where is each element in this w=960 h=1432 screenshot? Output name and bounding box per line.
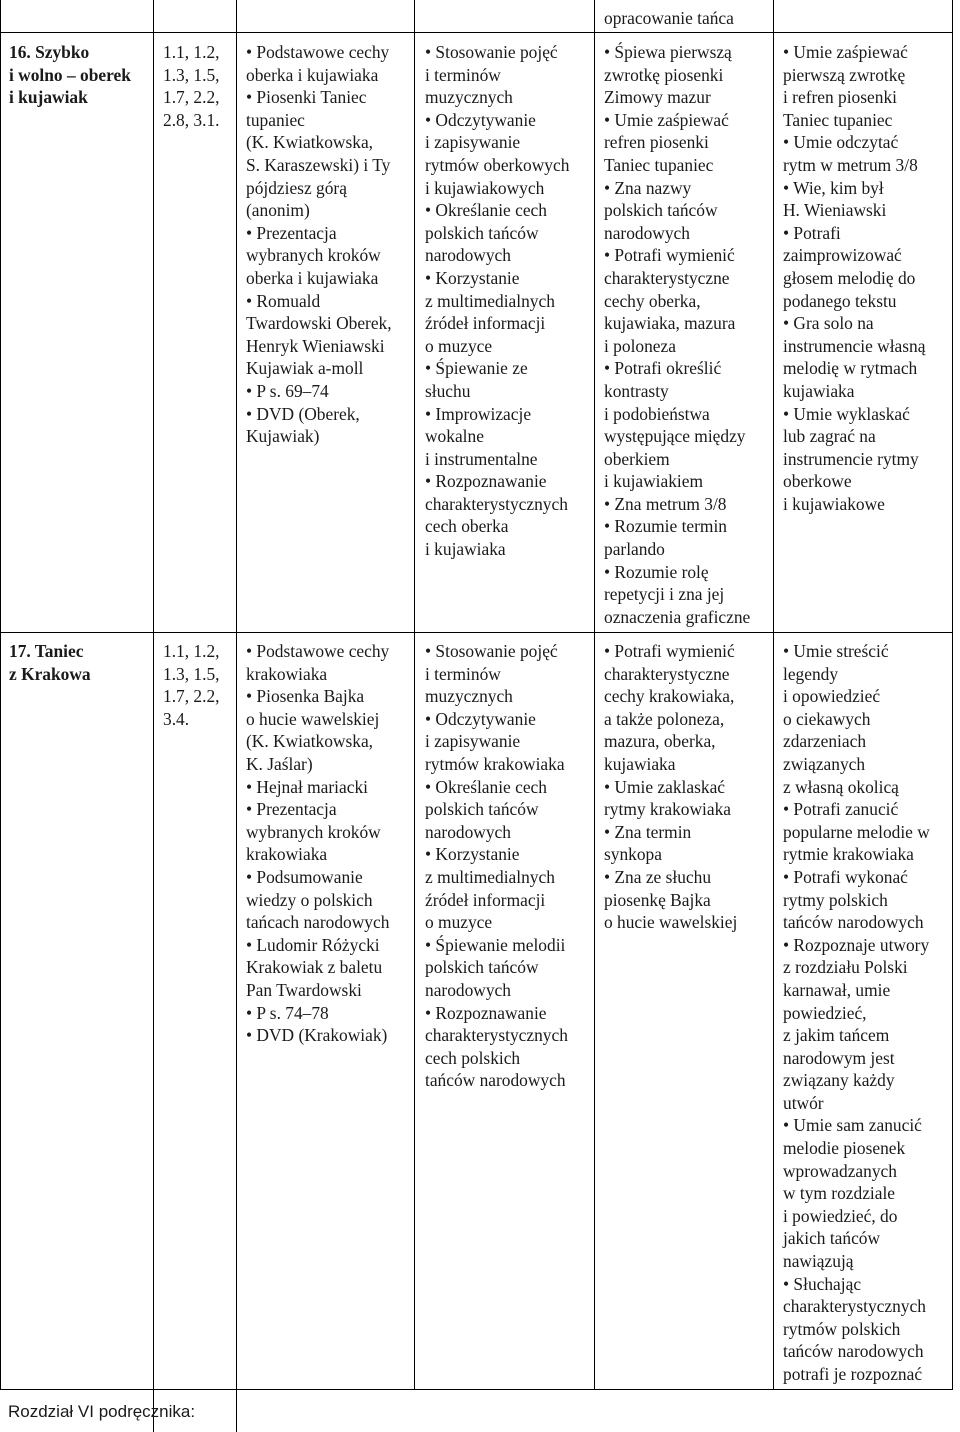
cell-line: • Ludomir Różycki [246,934,380,955]
cell-line: o hucie wawelskiej [246,708,380,729]
row-17-extended-requirements [783,640,930,1386]
cell-line: 1.7, 2.2, [163,686,220,707]
cell-line: głosem melodię do [783,267,916,288]
cell-line: i opowiedzieć [783,686,881,707]
cell-line: • Potrafi wykonać [783,866,908,887]
cell-line: • Stosowanie pojęć [425,641,558,661]
cell-line: • Rozumie rolę [604,561,709,582]
cell-line: • Umie wyklaskać [783,403,910,424]
cell-line: rytmów polskich [783,1318,901,1339]
cell-line: • Rozpoznaje utwory [783,934,930,955]
cell-line: polskich tańców [425,222,539,243]
cell-line: tańcach narodowych [246,912,390,933]
cell-line: powiedzieć, [783,1002,867,1023]
cell-line: • Prezentacja [246,222,337,243]
cell-line: • Prezentacja [246,799,337,820]
cell-line: • DVD (Oberek, [246,403,360,424]
cell-line: polskich tańców [604,200,718,221]
cell-line: • Umie zaklaskać [604,776,726,797]
table-divider-col2 [236,0,237,1432]
cell-line: kujawiaka [604,753,676,774]
table-line-top [0,32,953,33]
row-16-topic [9,41,131,109]
cell-line: Zimowy mazur [604,87,711,108]
cell-line: związany każdy [783,1070,895,1091]
cell-line: charakterystycznych [425,493,568,514]
cell-line: rytmów krakowiaka [425,753,565,774]
cell-line: w tym rozdziale [783,1183,896,1204]
cell-line: • P s. 74–78 [246,1002,329,1023]
row-17-basic-requirements [604,640,737,934]
cell-line: • Śpiewa pierwszą [604,42,732,62]
cell-line: charakterystycznych [425,1025,568,1046]
cell-line: i instrumentalne [425,448,538,469]
cell-line: tańców narodowych [783,912,924,933]
cell-line: • Określanie cech [425,776,547,797]
row-16-skills [425,41,569,561]
cell-line: jakich tańców [783,1228,881,1249]
cell-line: Kujawiak) [246,426,320,447]
cell-line: 2.8, 3.1. [163,109,220,130]
cell-line: kujawiaka [783,380,855,401]
cell-line: • Potrafi określić [604,358,722,379]
cell-line: nawiązują [783,1251,854,1272]
cell-line: 1.1, 1.2, [163,641,220,661]
cell-line: • Romuald [246,290,321,311]
cell-line: krakowiaka [246,844,328,865]
row-17-refs [163,640,220,730]
cell-line: lub zagrać na [783,426,876,447]
cell-line: melodie piosenek [783,1138,906,1159]
cell-line: źródeł informacji [425,889,546,910]
row-16-basic-requirements [604,41,750,628]
cell-line: • Śpiewanie melodii [425,934,566,955]
cell-line: i kujawiak [9,87,88,108]
table-divider-col5 [773,0,774,1390]
cell-line: karnawał, umie [783,979,891,1000]
cell-line: z Krakowa [9,663,91,684]
cell-line: • Umie zaśpiewać [604,109,729,130]
cell-line: o muzyce [425,335,493,356]
cell-line: piosenkę Bajka [604,889,711,910]
cell-line: • Śpiewanie ze [425,358,528,379]
cell-line: • Potrafi [783,222,841,243]
cell-line: melodię w rytmach [783,358,918,379]
cell-line: Twardowski Oberek, [246,313,392,334]
cell-line: z multimedialnych [425,290,555,311]
cell-line: z rozdziału Polski [783,957,908,978]
cell-line: cechy oberka, [604,290,701,311]
cell-line: i powiedzieć, do [783,1205,898,1226]
cell-line: wybranych kroków [246,821,381,842]
cell-line: muzycznych [425,87,513,108]
cell-line: polskich tańców [425,799,539,820]
cell-line: • Określanie cech [425,200,547,221]
cell-line: K. Jaślar) [246,753,313,774]
cell-line: • Wie, kim był [783,177,884,198]
cell-line: wiedzy o polskich [246,889,373,910]
cell-line: Kujawiak a-moll [246,358,364,379]
cell-line: rytmy polskich [783,889,888,910]
cell-line: instrumencie własną [783,335,926,356]
cell-line: • Zna metrum 3/8 [604,493,727,514]
cell-line: • Piosenka Bajka [246,686,365,707]
cell-line: • DVD (Krakowiak) [246,1025,388,1046]
cell-line: rytmów oberkowych [425,154,570,175]
cell-line: charakterystyczne [604,663,730,684]
cell-line: oberkiem [604,448,670,469]
cell-line: krakowiaka [246,663,328,684]
cell-line: parlando [604,539,665,560]
cell-line: podanego tekstu [783,290,897,311]
cell-line: 1.3, 1.5, [163,64,220,85]
cell-line: wprowadzanych [783,1160,897,1181]
cell-line: • Potrafi wymienić [604,245,735,266]
cell-line: (K. Kwiatkowska, [246,132,374,153]
cell-line: i zapisywanie [425,132,521,153]
row-16-extended-requirements [783,41,925,515]
cell-line: rytmy krakowiaka [604,799,732,820]
cell-line: • Odczytywanie [425,109,536,130]
cell-line: słuchu [425,380,471,401]
table-divider-col4 [594,0,595,1390]
cell-line: • Gra solo na [783,313,874,334]
cell-line: Henryk Wieniawski [246,335,385,356]
cell-line: • Podstawowe cechy [246,641,390,661]
cell-line: narodowych [425,245,511,266]
table-line-row-separator [0,632,953,633]
cell-line: zwrotkę piosenki [604,64,724,85]
cell-line: • Słuchając [783,1273,862,1294]
cell-line: • Umie streścić [783,641,889,661]
cell-line: i kujawiakowych [425,177,545,198]
cell-line: • Odczytywanie [425,708,536,729]
row-17-content [246,640,389,1047]
cell-line: o muzyce [425,912,493,933]
cell-line: narodowym jest [783,1047,895,1068]
cell-line: • Rozpoznawanie [425,471,547,492]
cell-line: kujawiaka, mazura [604,313,736,334]
cell-line: rytm w metrum 3/8 [783,154,918,175]
cell-line: muzycznych [425,686,513,707]
cell-line: mazura, oberka, [604,731,716,752]
cell-line: wybranych kroków [246,245,381,266]
cell-line: o ciekawych [783,708,871,729]
cell-line: (K. Kwiatkowska, [246,731,374,752]
cell-line: • Improwizacje [425,403,532,424]
cell-line: • Potrafi wymienić [604,641,735,661]
cell-line: Pan Twardowski [246,979,362,1000]
cell-line: refren piosenki [604,132,709,153]
cell-line: oberka i kujawiaka [246,64,379,85]
cell-line: narodowych [604,222,690,243]
cell-line: • Hejnał mariacki [246,776,368,797]
cell-line: cechy krakowiaka, [604,686,735,707]
cell-line: i wolno – oberek [9,64,131,85]
row-16-content [246,41,392,448]
cell-line: charakterystyczne [604,267,730,288]
cell-line: a także poloneza, [604,708,725,729]
cell-line: z jakim tańcem [783,1025,890,1046]
cell-line: • Zna ze słuchu [604,866,712,887]
cell-line: pierwszą zwrotkę [783,64,906,85]
cell-line: i kujawiakowe [783,493,885,514]
cell-line: tupaniec [246,109,305,130]
table-divider-col3 [414,0,415,1390]
col6-header-continuation: opracowanie tańca [604,8,734,28]
chapter-footer-label: Rozdział VI podręcznika: [8,1402,196,1421]
cell-line: • Rozpoznawanie [425,1002,547,1023]
cell-line: narodowych [425,821,511,842]
cell-line: z multimedialnych [425,866,555,887]
cell-line: i refren piosenki [783,87,897,108]
cell-line: Krakowiak z baletu [246,957,383,978]
table-divider-col1 [153,0,154,1432]
cell-line: • Korzystanie [425,267,520,288]
cell-line: źródeł informacji [425,313,546,334]
cell-line: • Podstawowe cechy [246,42,390,62]
cell-line: i kujawiaka [425,539,506,560]
cell-line: i terminów [425,663,501,684]
cell-line: i zapisywanie [425,731,521,752]
cell-line: 1.1, 1.2, [163,42,220,62]
cell-line: cech polskich [425,1047,521,1068]
cell-line: synkopa [604,844,662,865]
cell-line: potrafi je rozpoznać [783,1364,923,1384]
cell-line: S. Karaszewski) i Ty [246,154,391,175]
row-17-topic [9,640,91,685]
cell-line: tańców narodowych [425,1070,566,1091]
cell-line: rytmie krakowiaka [783,844,914,865]
cell-line: związanych [783,753,866,774]
cell-line: o hucie wawelskiej [604,912,738,933]
cell-line: kontrasty [604,380,669,401]
cell-line: popularne melodie w [783,821,930,842]
cell-line: zaimprowizować [783,245,902,266]
cell-line: tańców narodowych [783,1341,924,1362]
cell-line: cech oberka [425,516,509,537]
cell-line: 3.4. [163,708,190,729]
cell-line: • Podsumowanie [246,866,363,887]
cell-line: Taniec tupaniec [783,109,893,130]
cell-line: oberka i kujawiaka [246,267,379,288]
cell-line: i poloneza [604,335,676,356]
cell-line: i kujawiakiem [604,471,704,492]
cell-line: • Potrafi zanucić [783,799,899,820]
table-border-left [0,0,1,1390]
cell-line: i terminów [425,64,501,85]
cell-line: Taniec tupaniec [604,154,714,175]
row-17-skills [425,640,568,1092]
cell-line: 1.3, 1.5, [163,663,220,684]
cell-line: • Rozumie termin [604,516,727,537]
cell-line: wokalne [425,426,484,447]
cell-line: oznaczenia graficzne [604,606,751,627]
cell-line: • Piosenki Taniec [246,87,367,108]
cell-line: repetycji i zna jej [604,584,725,605]
cell-line: narodowych [425,979,511,1000]
table-line-bottom [0,1389,953,1390]
table-border-right [952,0,953,1390]
cell-line: 16. Szybko [9,42,90,62]
cell-line: występujące między [604,426,746,447]
cell-line: polskich tańców [425,957,539,978]
cell-line: instrumencie rytmy [783,448,919,469]
cell-line: legendy [783,663,839,684]
cell-line: z własną okolicą [783,776,899,797]
cell-line: charakterystycznych [783,1296,926,1317]
cell-line: • Korzystanie [425,844,520,865]
cell-line: 1.7, 2.2, [163,87,220,108]
cell-line: • P s. 69–74 [246,380,329,401]
cell-line: • Umie sam zanucić [783,1115,922,1136]
cell-line: H. Wieniawski [783,200,887,221]
cell-line: i podobieństwa [604,403,710,424]
cell-line: (anonim) [246,200,310,221]
cell-line: • Zna nazwy [604,177,692,198]
cell-line: pójdziesz górą [246,177,347,198]
cell-line: zdarzeniach [783,731,867,752]
row-16-refs [163,41,220,131]
cell-line: • Zna termin [604,821,692,842]
cell-line: • Umie odczytać [783,132,899,153]
cell-line: • Umie zaśpiewać [783,42,908,62]
cell-line: • Stosowanie pojęć [425,42,558,62]
cell-line: 17. Taniec [9,641,84,661]
cell-line: utwór [783,1092,824,1113]
cell-line: oberkowe [783,471,852,492]
